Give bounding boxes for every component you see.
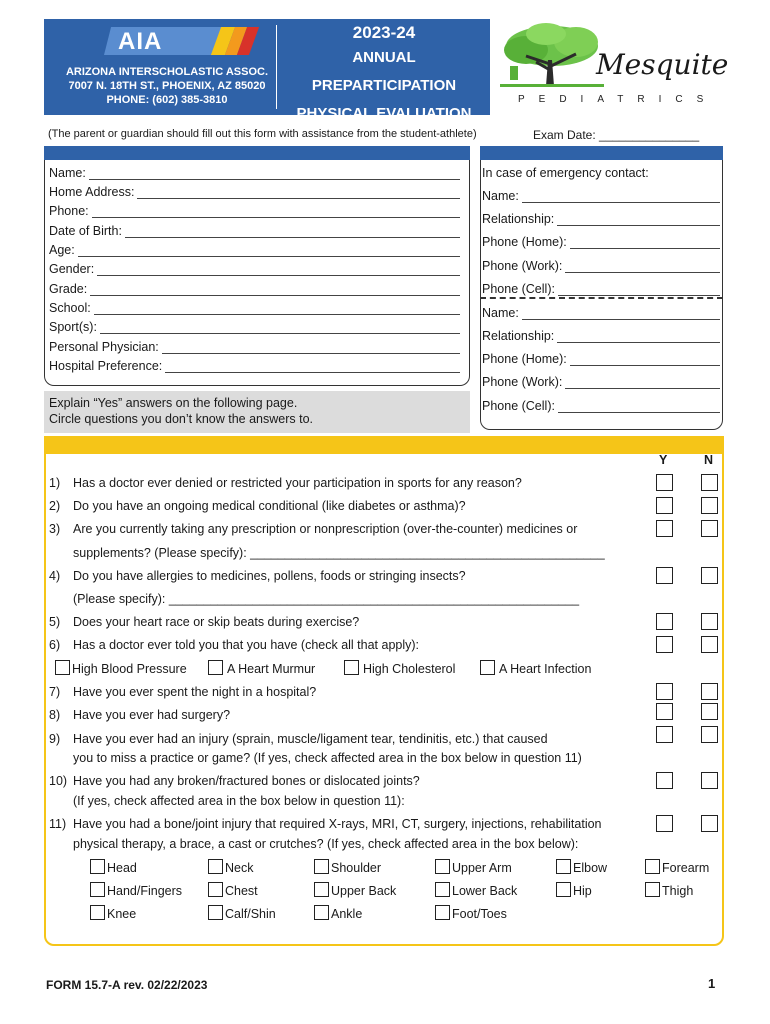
form-number: FORM 15.7-A rev. 02/22/2023	[46, 978, 208, 992]
clinic-name: Mesquite	[596, 48, 729, 81]
question-number: 8)	[49, 708, 61, 722]
q3-no-checkbox[interactable]	[701, 520, 718, 537]
option-high-cholesterol: High Cholesterol	[363, 662, 456, 676]
area-label-thigh: Thigh	[662, 884, 694, 898]
area-label-shoulder: Shoulder	[331, 861, 382, 875]
question-4-specify[interactable]: (Please specify): ___________________________________________________________	[73, 592, 580, 606]
explain-note-line2: Circle questions you don’t know the answers to.	[49, 412, 314, 426]
question-8	[49, 708, 230, 722]
question-text: Have you had a bone/joint injury that required X-rays, MRI, CT, surgery, injections, rehabilitation	[73, 817, 602, 831]
contact-divider	[480, 297, 723, 299]
checkbox-hip[interactable]	[556, 882, 571, 897]
question-number: 9)	[49, 732, 61, 746]
no-column-header: N	[704, 453, 714, 467]
explain-note-line1: Explain “Yes” answers on the following page.	[49, 396, 298, 410]
area-label-forearm: Forearm	[662, 861, 710, 875]
question-5	[49, 615, 359, 629]
area-label-upper-back: Upper Back	[331, 884, 397, 898]
student-info-bar	[44, 146, 470, 160]
contact2-input-name[interactable]	[522, 319, 720, 320]
area-label-hand-fingers: Hand/Fingers	[107, 884, 183, 898]
association-name: ARIZONA INTERSCHOLASTIC ASSOC.	[65, 66, 269, 78]
checkbox-high-blood-pressure[interactable]	[55, 660, 70, 675]
exam-date-field[interactable]: Exam Date: _______________	[533, 128, 700, 142]
contact2-label-phone-home: Phone (Home):	[482, 352, 567, 366]
question-text: Do you have allergies to medicines, pollens, foods or stringing insects?	[73, 569, 466, 583]
checkbox-heart-infection[interactable]	[480, 660, 495, 675]
q4-yes-checkbox[interactable]	[656, 567, 673, 584]
field-input-hospital-preference[interactable]	[165, 372, 460, 373]
field-label-school: School:	[49, 301, 91, 315]
question-9	[49, 732, 548, 746]
question-number: 5)	[49, 615, 61, 629]
emergency-heading: In case of emergency contact:	[482, 166, 649, 180]
question-text: Do you have an ongoing medical conditional (like diabetes or asthma)?	[73, 499, 466, 513]
question-text: Are you currently taking any prescription or nonprescription (over-the-counter) medicines or	[73, 522, 578, 536]
question-text: Have you had any broken/fractured bones or dislocated joints?	[73, 774, 420, 788]
q6-no-checkbox[interactable]	[701, 636, 718, 653]
question-11-line2: physical therapy, a brace, a cast or crutches? (If yes, check affected area in the box below):	[73, 837, 579, 851]
field-input-phone[interactable]	[92, 217, 460, 218]
checkbox-elbow[interactable]	[556, 859, 571, 874]
question-number: 4)	[49, 569, 61, 583]
aia-header-box	[44, 19, 490, 122]
q3-yes-checkbox[interactable]	[656, 520, 673, 537]
question-3-specify[interactable]: supplements? (Please specify): ___________________________________________________	[73, 546, 605, 560]
question-number: 7)	[49, 685, 61, 699]
question-text: Has a doctor ever told you that you have (check all that apply):	[73, 638, 420, 652]
q2-yes-checkbox[interactable]	[656, 497, 673, 514]
clinic-subtitle: PEDIATRICS	[518, 94, 718, 105]
area-label-upper-arm: Upper Arm	[452, 861, 512, 875]
checkbox-neck[interactable]	[208, 859, 223, 874]
contact2-input-phone-cell[interactable]	[558, 412, 720, 413]
field-input-name[interactable]	[89, 179, 460, 180]
contact1-input-phone-home[interactable]	[570, 248, 720, 249]
field-input-gender[interactable]	[97, 275, 460, 276]
q8-no-checkbox[interactable]	[701, 703, 718, 720]
field-label-phone: Phone:	[49, 204, 89, 218]
field-label-gender: Gender:	[49, 262, 95, 276]
checkbox-high-cholesterol[interactable]	[344, 660, 359, 675]
q11-no-checkbox[interactable]	[701, 815, 718, 832]
field-input-school[interactable]	[94, 314, 460, 315]
q7-no-checkbox[interactable]	[701, 683, 718, 700]
option-heart-infection: A Heart Infection	[499, 662, 592, 676]
form-title-line2: PHYSICAL EVALUATION	[296, 105, 472, 122]
option-heart-murmur: A Heart Murmur	[227, 662, 316, 676]
area-label-head: Head	[107, 861, 137, 875]
q8-yes-checkbox[interactable]	[656, 703, 673, 720]
field-input-sport-s[interactable]	[100, 333, 460, 334]
question-2	[49, 499, 466, 513]
yes-column-header: Y	[659, 453, 668, 467]
question-10-line2: (If yes, check affected area in the box below in question 11):	[73, 794, 405, 808]
contact2-input-relationship[interactable]	[557, 342, 720, 343]
q5-yes-checkbox[interactable]	[656, 613, 673, 630]
area-label-knee: Knee	[107, 907, 137, 921]
association-address: 7007 N. 18TH ST., PHOENIX, AZ 85020	[68, 80, 266, 92]
checkbox-thigh[interactable]	[645, 882, 660, 897]
q10-yes-checkbox[interactable]	[656, 772, 673, 789]
question-7	[49, 685, 316, 699]
area-label-neck: Neck	[225, 861, 254, 875]
field-input-date-of-birth[interactable]	[125, 237, 460, 238]
contact1-input-relationship[interactable]	[557, 225, 720, 226]
contact2-input-phone-work[interactable]	[565, 388, 720, 389]
question-3	[49, 522, 577, 536]
tree-icon	[496, 20, 606, 98]
mesquite-logo	[496, 20, 732, 115]
contact1-label-name: Name:	[482, 189, 519, 203]
question-6	[49, 638, 419, 652]
explain-note	[44, 391, 470, 433]
contact1-input-phone-cell[interactable]	[558, 295, 720, 296]
instructions: (The parent or guardian should fill out this form with assistance from the student-athlete)	[48, 128, 477, 140]
field-input-age[interactable]	[78, 256, 460, 257]
question-9-line2: you to miss a practice or game? (If yes, check affected area in the box below in question 11)	[73, 751, 582, 765]
header-divider	[276, 25, 277, 109]
form-year: 2023-24	[352, 23, 416, 42]
q9-no-checkbox[interactable]	[701, 726, 718, 743]
q1-yes-checkbox[interactable]	[656, 474, 673, 491]
q4-no-checkbox[interactable]	[701, 567, 718, 584]
question-number: 11)	[49, 817, 67, 831]
field-label-grade: Grade:	[49, 282, 88, 296]
contact2-label-phone-work: Phone (Work):	[482, 375, 563, 389]
aia-logo	[104, 27, 254, 55]
area-label-lower-back: Lower Back	[452, 884, 518, 898]
field-input-home-address[interactable]	[137, 198, 460, 199]
area-label-hip: Hip	[573, 884, 592, 898]
form-title	[282, 22, 486, 128]
question-10	[49, 774, 420, 788]
question-text: Has a doctor ever denied or restricted your participation in sports for any reason?	[73, 476, 522, 490]
emergency-info-bar	[480, 146, 723, 160]
area-label-elbow: Elbow	[573, 861, 608, 875]
checkbox-upper-arm[interactable]	[435, 859, 450, 874]
contact2-label-name: Name:	[482, 306, 519, 320]
contact2-label-phone-cell: Phone (Cell):	[482, 399, 555, 413]
q2-no-checkbox[interactable]	[701, 497, 718, 514]
contact2-label-relationship: Relationship:	[482, 329, 555, 343]
field-label-date-of-birth: Date of Birth:	[49, 224, 122, 238]
checkbox-chest[interactable]	[208, 882, 223, 897]
checkbox-head[interactable]	[90, 859, 105, 874]
checkbox-heart-murmur[interactable]	[208, 660, 223, 675]
checkbox-calf-shin[interactable]	[208, 905, 223, 920]
q11-yes-checkbox[interactable]	[656, 815, 673, 832]
area-label-chest: Chest	[225, 884, 258, 898]
association-info	[62, 65, 272, 107]
checkbox-lower-back[interactable]	[435, 882, 450, 897]
checkbox-forearm[interactable]	[645, 859, 660, 874]
q1-no-checkbox[interactable]	[701, 474, 718, 491]
checkbox-upper-back[interactable]	[314, 882, 329, 897]
question-text: Have you ever had an injury (sprain, muscle/ligament tear, tendinitis, etc.) that caused	[73, 732, 548, 746]
area-label-calf-shin: Calf/Shin	[225, 907, 276, 921]
area-label-foot-toes: Foot/Toes	[452, 907, 507, 921]
checkbox-hand-fingers[interactable]	[90, 882, 105, 897]
question-11	[49, 817, 602, 831]
field-input-personal-physician[interactable]	[162, 353, 460, 354]
checkbox-foot-toes[interactable]	[435, 905, 450, 920]
question-number: 1)	[49, 476, 61, 490]
question-number: 10)	[49, 774, 68, 788]
field-label-name: Name:	[49, 166, 86, 180]
q5-no-checkbox[interactable]	[701, 613, 718, 630]
page-number: 1	[708, 976, 716, 991]
form-title-line1: ANNUAL PREPARTICIPATION	[311, 49, 457, 94]
field-input-grade[interactable]	[90, 295, 460, 296]
q6-yes-checkbox[interactable]	[656, 636, 673, 653]
contact1-label-phone-work: Phone (Work):	[482, 259, 563, 273]
field-label-sport-s: Sport(s):	[49, 320, 97, 334]
question-4	[49, 569, 466, 583]
field-label-age: Age:	[49, 243, 75, 257]
association-phone: PHONE: (602) 385-3810	[106, 94, 228, 106]
q7-yes-checkbox[interactable]	[656, 683, 673, 700]
contact1-input-phone-work[interactable]	[565, 272, 720, 273]
contact1-label-relationship: Relationship:	[482, 212, 555, 226]
field-label-personal-physician: Personal Physician:	[49, 340, 159, 354]
question-number: 6)	[49, 638, 61, 652]
contact1-label-phone-cell: Phone (Cell):	[482, 282, 555, 296]
question-1	[49, 476, 522, 490]
question-text: Have you ever spent the night in a hospital?	[73, 685, 317, 699]
q9-yes-checkbox[interactable]	[656, 726, 673, 743]
question-text: Have you ever had surgery?	[73, 708, 231, 722]
checkbox-knee[interactable]	[90, 905, 105, 920]
contact2-input-phone-home[interactable]	[570, 365, 720, 366]
field-label-home-address: Home Address:	[49, 185, 135, 199]
contact1-label-phone-home: Phone (Home):	[482, 235, 567, 249]
checkbox-ankle[interactable]	[314, 905, 329, 920]
questions-bar	[44, 436, 724, 454]
question-number: 2)	[49, 499, 61, 513]
option-high-blood-pressure: High Blood Pressure	[72, 662, 187, 676]
q10-no-checkbox[interactable]	[701, 772, 718, 789]
area-label-ankle: Ankle	[331, 907, 363, 921]
checkbox-shoulder[interactable]	[314, 859, 329, 874]
question-number: 3)	[49, 522, 61, 536]
aia-logo-text: AIA	[118, 28, 163, 55]
contact1-input-name[interactable]	[522, 202, 720, 203]
question-text: Does your heart race or skip beats during exercise?	[73, 615, 360, 629]
field-label-hospital-preference: Hospital Preference:	[49, 359, 163, 373]
